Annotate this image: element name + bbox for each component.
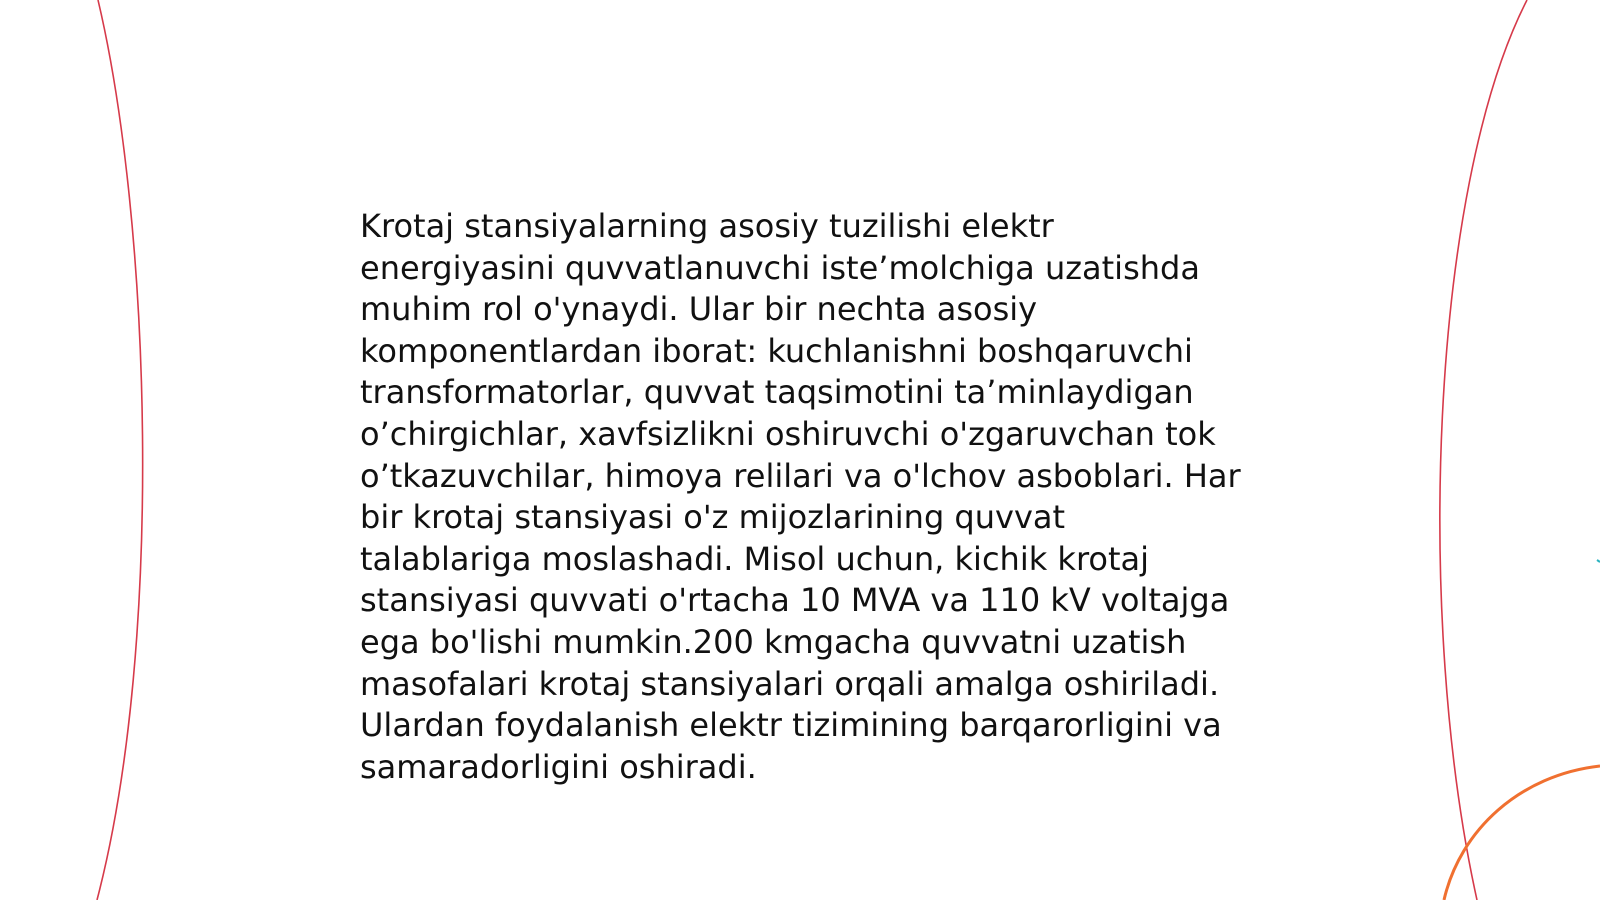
left-decorative-curve — [97, 0, 143, 900]
orange-decorative-arc — [1444, 766, 1600, 900]
right-decorative-curve — [1440, 0, 1527, 900]
slide-body-text: Krotaj stansiyalarning asosiy tuzilishi elektr energiyasini quvvatlanuvchi iste’molchiga uzatishda muhim rol o'ynaydi. Ular bir nechta asosiy komponentlardan iborat: kuchlanishni boshqaruvchi transformatorlar, quvvat taqsimotini ta’minlaydigan o’chirgichlar, xavfsizlikni oshiruvchi o'zgaruvchan tok o’tkazuvchilar, himoya relilari va o'lchov asboblari. Har bir krotaj stansiyasi o'z mijozlarining quvvat talablariga moslashadi. Misol uchun, kichik krotaj stansiyasi quvvati o'rtacha 10 MVA va 110 kV voltajga ega bo'lishi mumkin.200 kmgacha quvvatni uzatish masofalari krotaj stansiyalari orqali amalga oshiriladi. Ulardan foydalanish elektr tizimining barqarorligini va samaradorligini oshiradi. — [360, 207, 1241, 786]
